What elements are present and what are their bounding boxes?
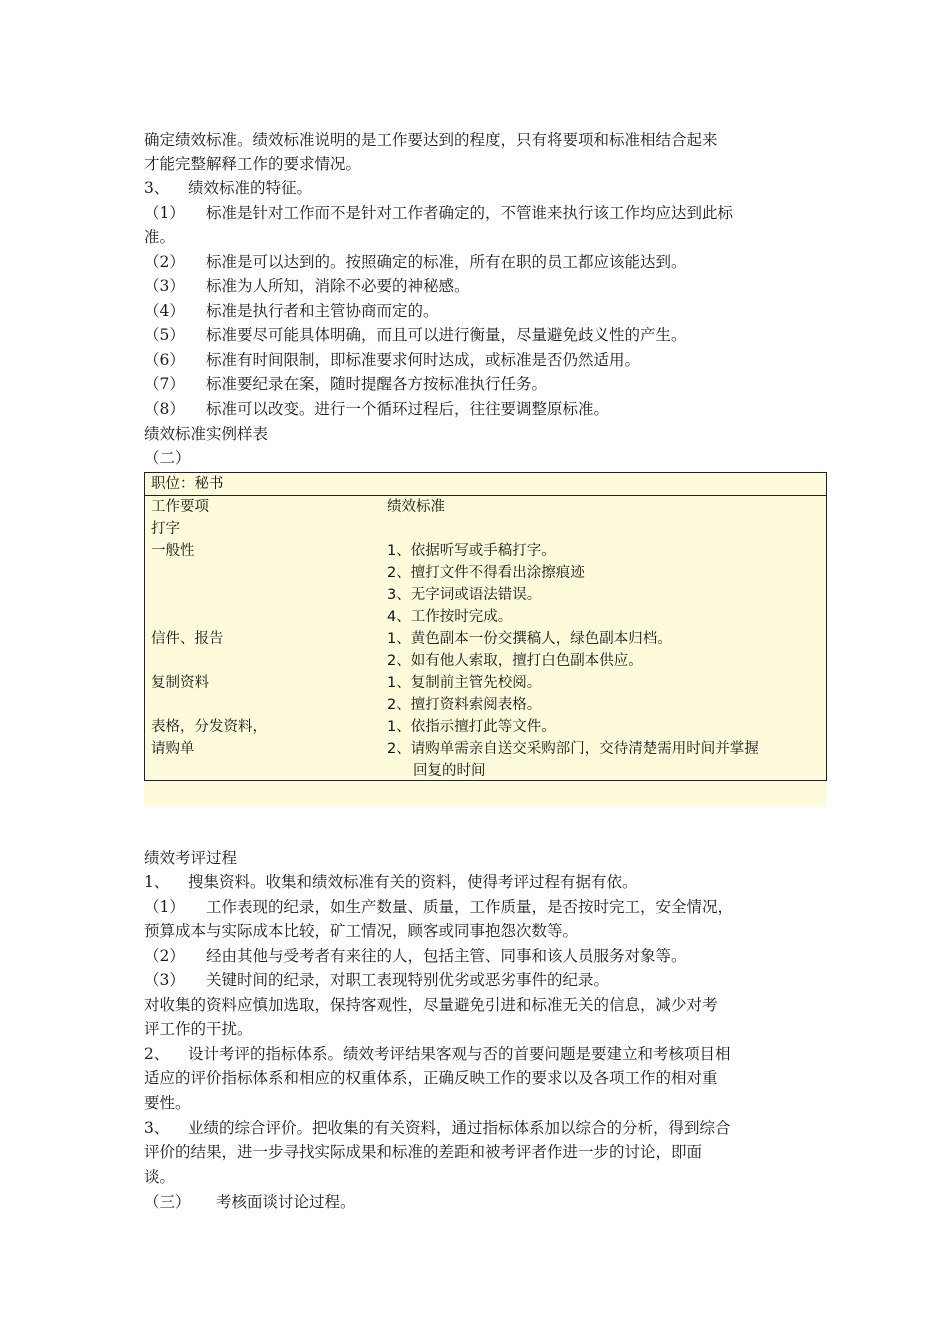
section-text: 考核面谈讨论过程。 (216, 1193, 356, 1211)
heading-text: 绩效标准的特征。 (188, 179, 313, 197)
section-three-heading (144, 1190, 356, 1214)
feature-item-1-cont: 准。 (144, 228, 176, 246)
item-number: （6） (144, 351, 185, 369)
item-text: 标准是针对工作而不是针对工作者确定的，不管谁来执行该工作均应达到此标 (206, 204, 734, 222)
item-text: 标准有时间限制，即标准要求何时达成，或标准是否仍然适用。 (206, 351, 641, 369)
step-1-item-1-cont: 预算成本与实际成本比较，矿工情况，顾客或同事抱怨次数等。 (144, 922, 579, 940)
step-number: 1、 (144, 873, 170, 891)
step-3-cont: 评价的结果，进一步寻找实际成果和标准的差距和被考评者作进一步的讨论，即面 (144, 1143, 703, 1161)
process-title: 绩效考评过程 (144, 849, 238, 867)
feature-item-8 (144, 397, 609, 421)
table-standard: 2、请购单需亲自送交采购部门，交待清楚需用时间并掌握 (387, 741, 759, 757)
table-standard: 4、工作按时完成。 (387, 609, 513, 625)
step-text: 搜集资料。收集和绩效标准有关的资料，使得考评过程有据有依。 (188, 873, 638, 891)
sample-table (144, 472, 827, 806)
step-1-item-2 (144, 944, 687, 968)
section-number: （三） (144, 1193, 191, 1211)
heading-number: 3、 (144, 179, 170, 197)
process-step-2 (144, 1042, 731, 1066)
item-text: 标准要纪录在案，随时提醒各方按标准执行任务。 (206, 375, 548, 393)
item-text: 经由其他与受考者有来往的人，包括主管、同事和该人员服务对象等。 (206, 947, 687, 965)
step-1-note: 对收集的资料应慎加选取，保持客观性，尽量避免引进和标准无关的信息，减少对考 (144, 996, 718, 1014)
item-text: 关键时间的纪录，对职工表现特别优劣或恶劣事件的纪录。 (206, 971, 610, 989)
item-text: 标准是可以达到的。按照确定的标准，所有在职的员工都应该能达到。 (206, 253, 687, 271)
item-number: （1） (144, 898, 185, 916)
step-text: 业绩的综合评价。把收集的有关资料，通过指标体系加以综合的分析，得到综合 (188, 1119, 731, 1137)
paragraph-line: 确定绩效标准。绩效标准说明的是工作要达到的程度，只有将要项和标准相结合起来 (144, 131, 718, 149)
step-2-cont: 要性。 (144, 1094, 191, 1112)
item-number: （3） (144, 277, 185, 295)
table-item-label: 信件、报告 (151, 631, 224, 647)
item-number: （2） (144, 947, 185, 965)
step-1-note: 评工作的干扰。 (144, 1020, 253, 1038)
step-1-item-1 (144, 895, 733, 919)
feature-item-1 (144, 201, 733, 225)
item-number: （5） (144, 326, 185, 344)
table-item-label: 一般性 (151, 543, 195, 559)
sample-table-title: 绩效标准实例样表 (144, 425, 269, 443)
paragraph-line: 才能完整解释工作的要求情况。 (144, 155, 362, 173)
item-number: （3） (144, 971, 185, 989)
item-text: 标准是执行者和主管协商而定的。 (206, 302, 439, 320)
item-number: （4） (144, 302, 185, 320)
process-step-1 (144, 870, 638, 894)
item-text: 标准为人所知，消除不必要的神秘感。 (206, 277, 470, 295)
step-3-cont: 谈。 (144, 1168, 176, 1186)
table-standard: 1、复制前主管先校阅。 (387, 675, 542, 691)
table-standard: 1、依指示擅打此等文件。 (387, 719, 556, 735)
sample-table-border (144, 472, 827, 781)
item-number: （7） (144, 375, 185, 393)
item-text: 标准要尽可能具体明确，而且可以进行衡量，尽量避免歧义性的产生。 (206, 326, 687, 344)
table-col1-header: 工作要项 (151, 499, 209, 515)
table-item-label: 打字 (151, 521, 180, 537)
table-standard: 2、如有他人索取，擅打白色副本供应。 (387, 653, 643, 669)
step-1-item-3 (144, 968, 609, 992)
step-number: 3、 (144, 1119, 170, 1137)
feature-item-6 (144, 348, 640, 372)
step-number: 2、 (144, 1045, 170, 1063)
table-standard: 2、擅打资料索阅表格。 (387, 697, 542, 713)
table-item-label: 请购单 (151, 741, 195, 757)
item-number: （2） (144, 253, 185, 271)
step-2-cont: 适应的评价指标体系和相应的权重体系，正确反映工作的要求以及各项工作的相对重 (144, 1069, 718, 1087)
item-number: （1） (144, 204, 185, 222)
table-item-label: 复制资料 (151, 675, 209, 691)
table-standard: 3、无字词或语法错误。 (387, 587, 542, 603)
table-standard: 1、黄色副本一份交撰稿人，绿色副本归档。 (387, 631, 672, 647)
table-standard: 2、擅打文件不得看出涂擦痕迹 (387, 565, 585, 581)
sample-table-subtitle: （二） (144, 449, 191, 467)
table-position: 职位：秘书 (151, 476, 224, 492)
feature-item-2 (144, 250, 687, 274)
table-item-label: 表格，分发资料， (151, 719, 267, 735)
section-heading-3 (144, 176, 312, 200)
table-position-row (145, 473, 826, 496)
feature-item-5 (144, 323, 687, 347)
step-text: 设计考评的指标体系。绩效考评结果客观与否的首要问题是要建立和考核项目相 (188, 1045, 731, 1063)
item-text: 工作表现的纪录，如生产数量、质量，工作质量，是否按时完工，安全情况， (206, 898, 734, 916)
item-text: 标准可以改变。进行一个循环过程后，往往要调整原标准。 (206, 400, 610, 418)
feature-item-7 (144, 372, 547, 396)
table-col2-header: 绩效标准 (387, 499, 445, 515)
item-number: （8） (144, 400, 185, 418)
table-standard: 1、依据听写或手稿打字。 (387, 543, 556, 559)
process-step-3 (144, 1116, 731, 1140)
feature-item-3 (144, 274, 470, 298)
feature-item-4 (144, 299, 439, 323)
table-standard: 回复的时间 (413, 763, 486, 779)
